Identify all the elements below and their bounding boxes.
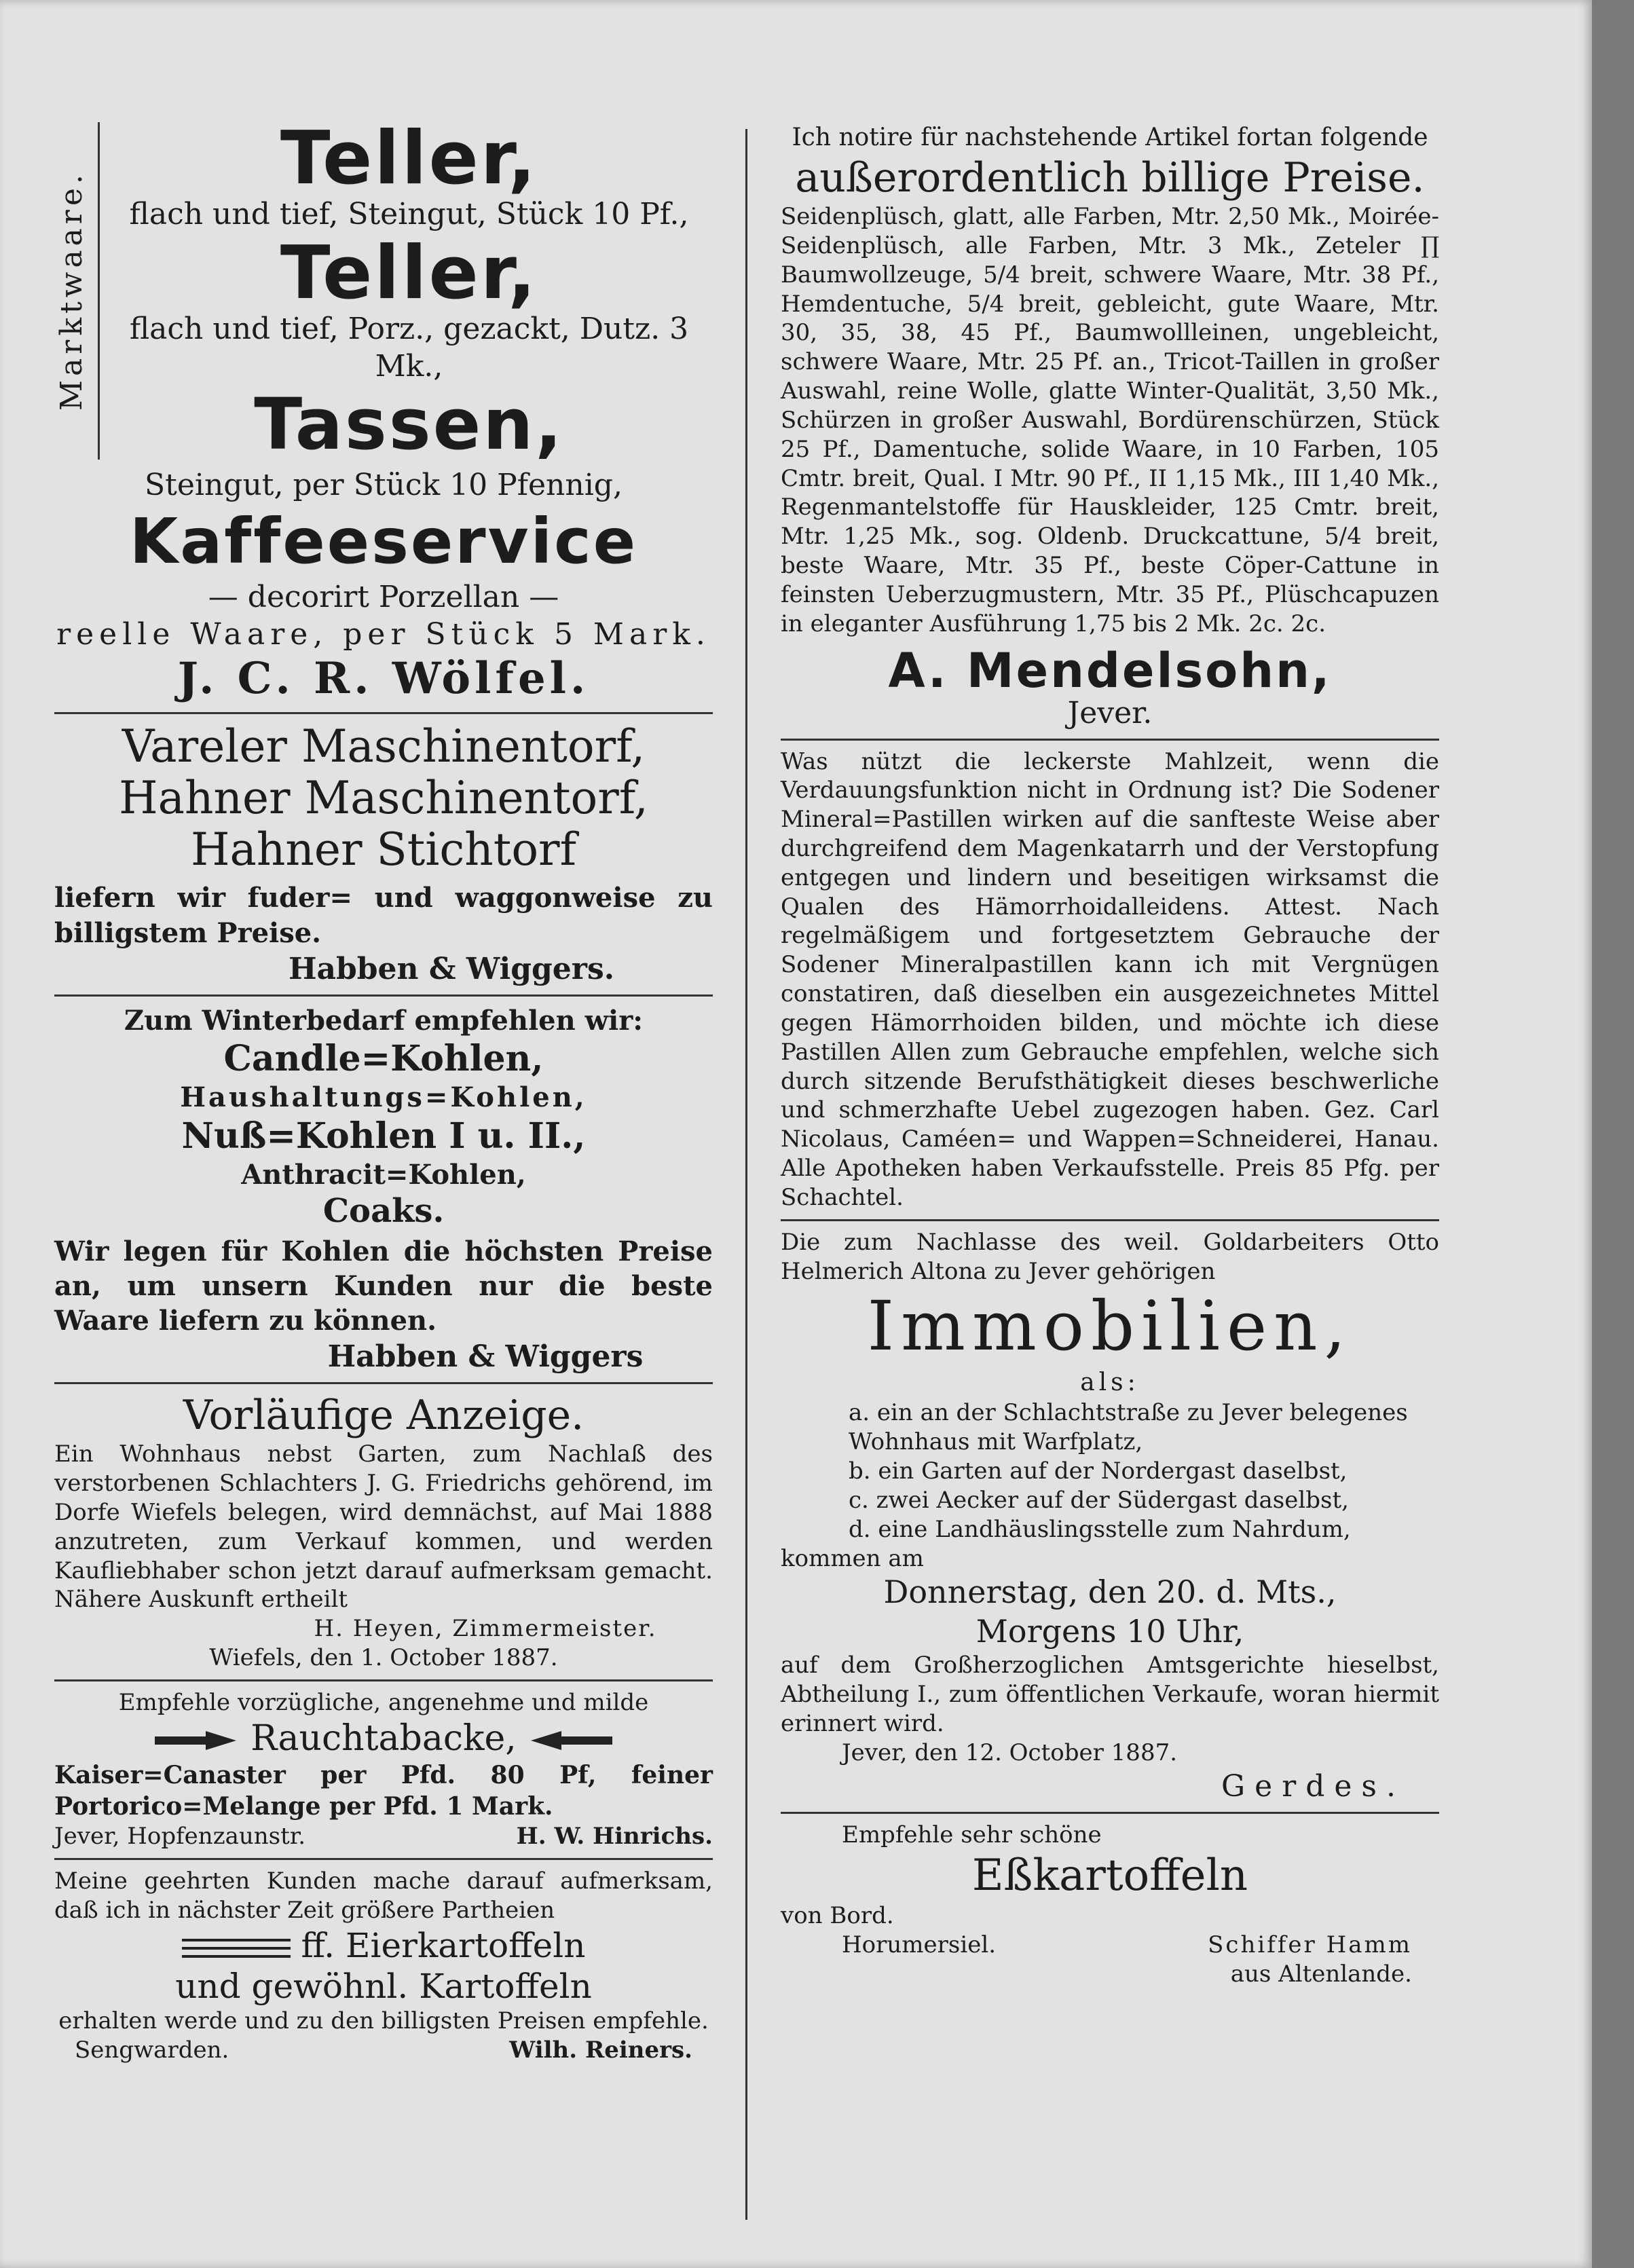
immobilien-date: Donnerstag, den 20. d. Mts., bbox=[883, 1574, 1337, 1611]
pointing-hand-right-icon bbox=[151, 1727, 240, 1754]
ad-woelfel bbox=[54, 116, 713, 705]
teller-heading-1: Teller, bbox=[280, 116, 538, 201]
woelfel-items bbox=[105, 116, 713, 466]
ad-vorlaeufige-anzeige bbox=[54, 1391, 713, 1673]
esskartoffeln-title: Eßkartoffeln bbox=[971, 1850, 1248, 1901]
immobilien-item-d: d. eine Landhäuslingsstelle zum Nahrdum, bbox=[849, 1515, 1351, 1543]
esskartoffeln-intro: Empfehle sehr schöne bbox=[842, 1821, 1102, 1848]
reelle-waare-line: reelle Waare, per Stück 5 Mark. bbox=[56, 617, 711, 652]
tabak-place: Jever, Hopfenzaunstr. bbox=[54, 1823, 306, 1851]
reiners-place: Sengwarden. bbox=[75, 2036, 229, 2064]
ad-kohlen bbox=[54, 1003, 713, 1376]
kohlen-body: Wir legen für Kohlen die höchsten Preise an, um unsern Kunden nur die beste Waare liefern zu können. bbox=[54, 1235, 713, 1337]
separator-4 bbox=[54, 1679, 713, 1681]
separator-7 bbox=[781, 1219, 1439, 1221]
separator-1 bbox=[54, 712, 713, 714]
kohlen-item-2: Haushaltungs=Kohlen, bbox=[180, 1081, 587, 1114]
immobilien-title: Immobilien, bbox=[867, 1286, 1353, 1367]
side-label: Marktwaare. bbox=[54, 122, 100, 460]
immobilien-item-c: c. zwei Aecker auf der Südergast daselbst, bbox=[849, 1486, 1349, 1514]
reiners-intro: Meine geehrten Kunden mache darauf aufmerksam, daß ich in nächster Zeit größere Partheien bbox=[54, 1867, 713, 1924]
teller-desc-1: flach und tief, Steingut, Stück 10 Pf., bbox=[129, 197, 689, 231]
kohlen-item-3: Nuß=Kohlen I u. II., bbox=[181, 1115, 586, 1157]
anzeige-signature: H. Heyen, Zimmermeister. bbox=[314, 1615, 657, 1643]
mendelsohn-place: Jever. bbox=[1067, 695, 1153, 730]
ad-kartoffeln-reiners bbox=[54, 1867, 713, 2064]
kohlen-item-1: Candle=Kohlen, bbox=[223, 1038, 544, 1080]
separator-8 bbox=[781, 1812, 1439, 1814]
immobilien-item-b: b. ein Garten auf der Nordergast daselbst, bbox=[849, 1457, 1348, 1485]
ad-immobilien bbox=[781, 1228, 1439, 1805]
teller-heading-2: Teller, bbox=[280, 231, 538, 316]
immobilien-als: als: bbox=[1080, 1369, 1140, 1397]
kohlen-intro: Zum Winterbedarf empfehlen wir: bbox=[124, 1004, 644, 1037]
immobilien-signature: Gerdes. bbox=[1221, 1768, 1405, 1804]
immobilien-dateline: Jever, den 12. October 1887. bbox=[842, 1739, 1178, 1766]
woelfel-signature: J. C. R. Wölfel. bbox=[177, 653, 590, 704]
pointing-hand-left-icon bbox=[527, 1727, 616, 1754]
separator-3 bbox=[54, 1382, 713, 1384]
ad-torf bbox=[54, 721, 713, 988]
torf-line-3: Hahner Stichtorf bbox=[190, 823, 577, 876]
immobilien-body: auf dem Großherzoglichen Amtsgerichte hieselbst, Abtheilung I., zum öffentlichen Verkaufe, woran hiermit erinnert wird. bbox=[781, 1652, 1439, 1738]
anzeige-title: Vorläufige Anzeige. bbox=[183, 1392, 584, 1440]
torf-signature: Habben & Wiggers. bbox=[288, 951, 615, 986]
column-divider bbox=[745, 129, 747, 2220]
separator-2 bbox=[54, 994, 713, 997]
kaffeeservice-heading: Kaffeeservice bbox=[129, 505, 638, 578]
ad-sodener-pastillen bbox=[781, 747, 1439, 1212]
kaffeeservice-desc: — decorirt Porzellan — bbox=[208, 580, 559, 614]
kohlen-signature: Habben & Wiggers bbox=[327, 1339, 644, 1375]
tassen-desc: Steingut, per Stück 10 Pfennig, bbox=[145, 468, 623, 502]
tassen-heading: Tassen, bbox=[254, 383, 564, 466]
ad-mendelsohn bbox=[781, 122, 1439, 732]
immobilien-intro: Die zum Nachlasse des weil. Goldarbeiters Otto Helmerich Altona zu Jever gehörigen bbox=[781, 1228, 1439, 1285]
left-column bbox=[54, 116, 713, 2064]
separator-6 bbox=[781, 739, 1439, 741]
decorative-rule-icon bbox=[182, 1935, 291, 1962]
ad-rauchtabacke bbox=[54, 1688, 713, 1851]
mendelsohn-intro: Ich notire für nachstehende Artikel fortan folgende bbox=[792, 124, 1428, 151]
tabak-signature: H. W. Hinrichs. bbox=[516, 1823, 713, 1851]
immobilien-kommen: kommen am bbox=[781, 1544, 924, 1572]
anzeige-dateline: Wiefels, den 1. October 1887. bbox=[209, 1644, 558, 1672]
anzeige-body: Ein Wohnhaus nebst Garten, zum Nachlaß des verstorbenen Schlachters J. G. Friedrichs gehörend, im Dorfe Wiefels belegen, wird demnächst, auf Mai 1888 anzutreten, zum Verkauf kommen, und werden Kaufliebhaber schon jetzt darauf aufmerksam gemacht. Nähere Auskunft ertheilt bbox=[54, 1440, 713, 1614]
mendelsohn-body: Seidenplüsch, glatt, alle Farben, Mtr. 2,50 Mk., Moirée-Seidenplüsch, alle Farben, Mtr. 3 Mk., Zeteler ∏ Baumwollzeuge, 5/4 breit, schwere Waare, Mtr. 38 Pf., Hemdentuche, 5/4 breit, gebleicht, gute Waare, Mtr. 30, 35, 38, 45 Pf., Baumwollleinen, ungebleicht, schwere Waare, Mtr. 25 Pf. an., Tricot-Taillen in großer Auswahl, reine Wolle, glatte Winter-Qualität, 3,50 Mk., Schürzen in großer Auswahl, Bordürenschürzen, Stück 25 Pf., Damentuche, solide Waare, in 10 Farben, 105 Cmtr. breit, Qual. I Mtr. 90 Pf., II 1,15 Mk., III 1,40 Mk., Regenmantelstoffe für Hauskleider, 125 Cmtr. breit, Mtr. 1,25 Mk., sog. Oldenb. Druckcattune, 5/4 breit, beste Waare, Mtr. 35 Pf., beste Cöper-Cattune in feinsten Ueberzugmustern, Mtr. 35 Pf., Plüschcapuzen in eleganter Ausführung 1,75 bis 2 Mk. 2c. 2c. bbox=[781, 203, 1439, 637]
ad-esskartoffeln bbox=[781, 1821, 1439, 1989]
torf-line-2: Hahner Maschinentorf, bbox=[119, 771, 648, 824]
esskartoffeln-place: Horumersiel. bbox=[842, 1931, 997, 1959]
woelfel-bracket bbox=[54, 116, 713, 466]
kohlen-item-4: Anthracit=Kohlen, bbox=[241, 1159, 526, 1191]
esskartoffeln-signature-1: Schiffer Hamm bbox=[1208, 1931, 1412, 1959]
sodener-body: Was nützt die leckerste Mahlzeit, wenn die Verdauungsfunktion nicht in Ordnung ist? Die Sodener Mineral=Pastillen wirken auf die sanfteste Weise aber durchgreifend dem Magenkatarrh und der Verstopfung entgegen und lindern und beseitigen wirksamst die Qualen des Hämorrhoidalleidens. Attest. Nach regelmäßigem und fortgesetztem Gebrauche der Sodener Mineralpastillen kann ich mit Vergnügen constatiren, daß dieselben ein ausgezeichnetes Mittel gegen Hämorrhoiden bilden, und möchte ich diese Pastillen Allen zum Gebrauche empfehlen, welche sich durch sitzende Berufsthätigkeit dieses beschwerliche und schmerzhafte Uebel zugezogen haben. Gez. Carl Nicolaus, Caméen= und Wappen=Schneiderei, Hanau. Alle Apotheken haben Verkaufsstelle. Preis 85 Pfg. per Schachtel. bbox=[781, 747, 1439, 1211]
reiners-signature: Wilh. Reiners. bbox=[509, 2036, 692, 2064]
mendelsohn-signature: A. Mendelsohn, bbox=[888, 642, 1332, 699]
torf-line-1: Vareler Maschinentorf, bbox=[122, 720, 646, 773]
torf-body: liefern wir fuder= und waggonweise zu billigstem Preise. bbox=[54, 882, 713, 949]
right-column bbox=[781, 122, 1439, 1989]
immobilien-time: Morgens 10 Uhr, bbox=[976, 1612, 1244, 1650]
kohlen-item-5: Coaks. bbox=[322, 1192, 445, 1231]
tabak-title: Rauchtabacke, bbox=[250, 1717, 517, 1759]
esskartoffeln-from: von Bord. bbox=[781, 1902, 894, 1930]
tabak-intro: Empfehle vorzügliche, angenehme und milde bbox=[118, 1688, 649, 1716]
esskartoffeln-signature-2: aus Altenlande. bbox=[1230, 1960, 1412, 1988]
immobilien-item-a: a. ein an der Schlachtstraße zu Jever belegenes Wohnhaus mit Warfplatz, bbox=[849, 1399, 1408, 1456]
separator-5 bbox=[54, 1858, 713, 1860]
reiners-item-1: ff. Eierkartoffeln bbox=[301, 1925, 586, 1965]
teller-desc-2: flach und tief, Porz., gezackt, Dutz. 3 Mk., bbox=[129, 312, 689, 384]
reiners-body: erhalten werde und zu den billigsten Preisen empfehle. bbox=[58, 2007, 709, 2034]
mendelsohn-title: außerordentlich billige Preise. bbox=[795, 154, 1425, 202]
tabak-body: Kaiser=Canaster per Pfd. 80 Pf, feiner Portorico=Melange per Pfd. 1 Mark. bbox=[54, 1761, 713, 1821]
reiners-item-2: und gewöhnl. Kartoffeln bbox=[175, 1966, 592, 2006]
